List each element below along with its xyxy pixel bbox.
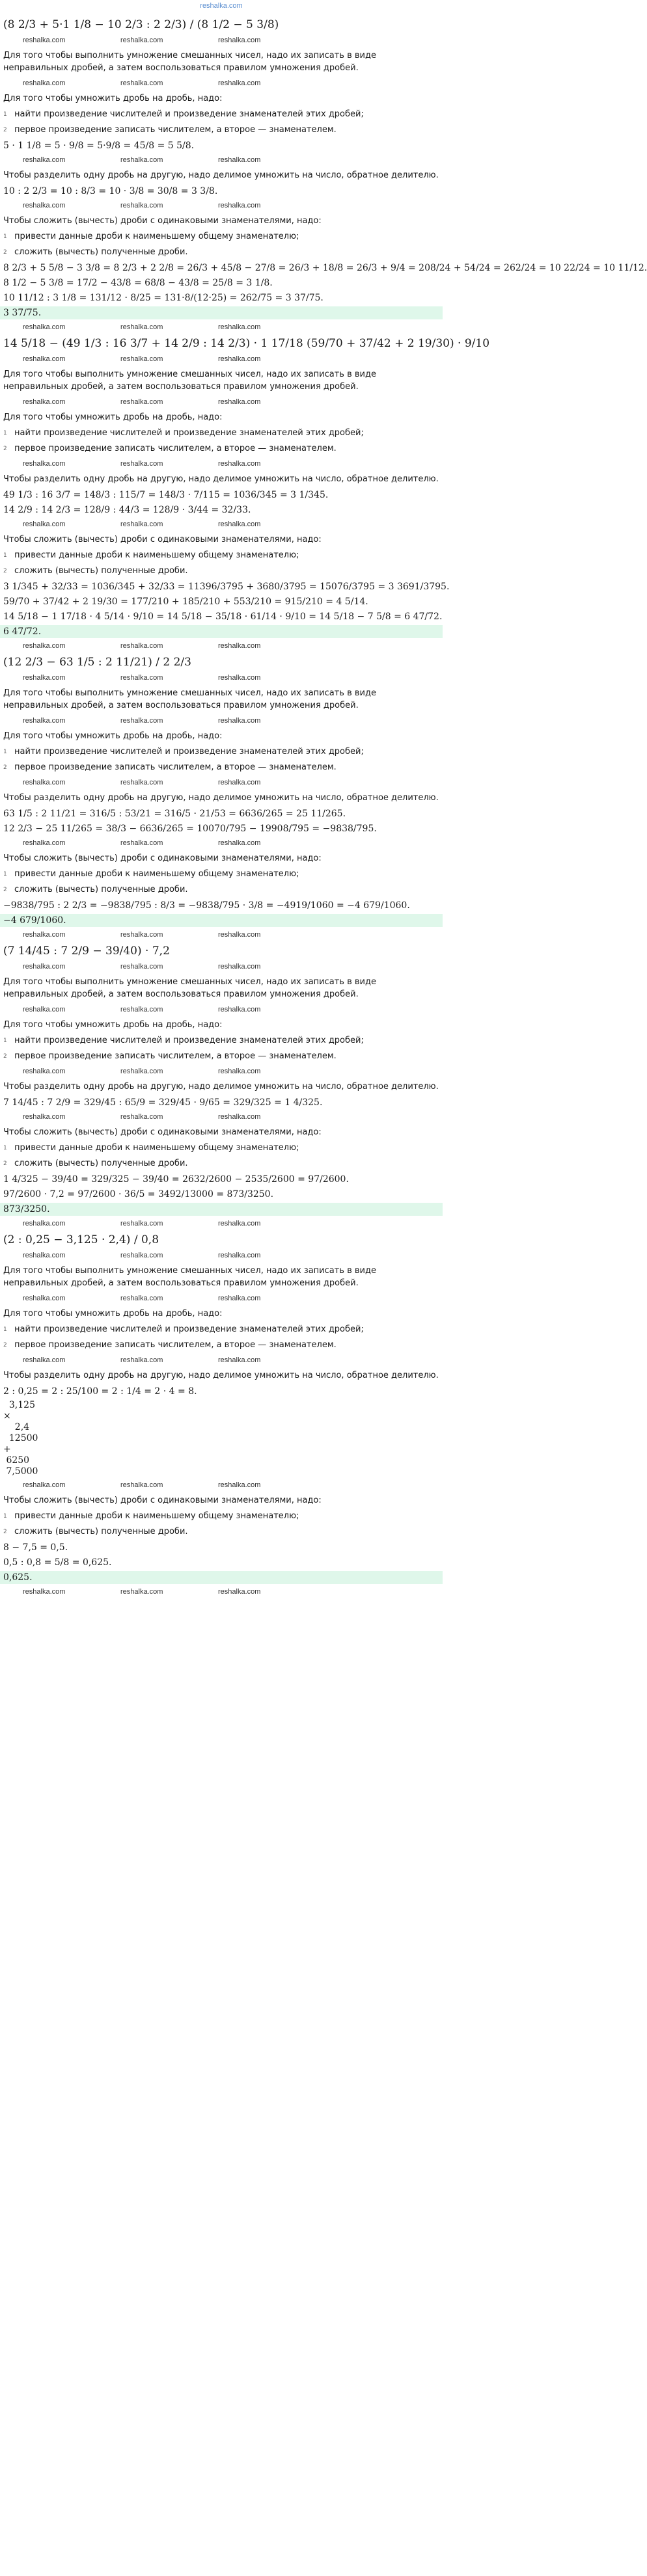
rule-list: [3, 108, 439, 137]
rule-list-item: [3, 549, 439, 562]
rule-list-item: [3, 442, 439, 455]
rule-list-item: [3, 246, 439, 259]
rule-list: [3, 1142, 439, 1170]
watermark: reshalka.com: [218, 642, 261, 650]
answer: −4 679/1060.: [0, 914, 443, 927]
rule-list-text: сложить (вычесть) полученные дроби.: [14, 885, 188, 894]
math-step: 8 2/3 + 5 5/8 − 3 3/8 = 8 2/3 + 2 2/8 = 26/3 + 45/8 − 27/8 = 26/3 + 18/8 = 26/3 + 9/4 = 208/24 + 54/24 = 262/24 = 10 22/24 = 10 11/12.: [3, 263, 647, 273]
watermark: reshalka.com: [218, 779, 261, 786]
answer: 873/3250.: [0, 1203, 443, 1216]
answer: 3 37/75.: [0, 306, 443, 319]
watermark-row: [3, 321, 439, 333]
rule-list-number: 1: [3, 1038, 7, 1044]
rule-list-item: [3, 868, 439, 881]
rule-list-text: найти произведение числителей и произведение знаменателей этих дробей;: [14, 747, 364, 757]
watermark: reshalka.com: [23, 79, 66, 87]
watermark: reshalka.com: [218, 202, 261, 209]
solution-block: [3, 336, 490, 652]
watermark: reshalka.com: [218, 355, 261, 363]
watermark: reshalka.com: [218, 398, 261, 406]
rule-list-item: [3, 1525, 439, 1538]
column-line: 3,125: [3, 1400, 35, 1410]
rule-list-item: [3, 565, 439, 578]
watermark: reshalka.com: [23, 1006, 66, 1013]
site-header[interactable]: reshalka.com: [200, 2, 243, 10]
watermark: reshalka.com: [120, 398, 163, 406]
rule-list-item: [3, 883, 439, 896]
watermark: reshalka.com: [23, 1481, 66, 1489]
rule-list-item: [3, 230, 439, 243]
watermark-row: [3, 1586, 439, 1598]
rule-list-item: [3, 1050, 439, 1063]
rule-title: Для того чтобы умножить дробь на дробь, надо:: [3, 412, 223, 422]
watermark: reshalka.com: [218, 1588, 261, 1596]
watermark: reshalka.com: [120, 1067, 163, 1075]
watermark: reshalka.com: [218, 323, 261, 331]
watermark: reshalka.com: [23, 839, 66, 847]
rule-list-number: 2: [3, 568, 7, 574]
rule-list-item: [3, 108, 439, 121]
watermark-row: [3, 715, 439, 727]
watermark: reshalka.com: [218, 674, 261, 682]
math-step: 12 2/3 − 25 11/265 = 38/3 − 6636/265 = 10070/795 − 19908/795 = −9838/795.: [3, 824, 377, 834]
rule-list-text: найти произведение числителей и произведение знаменателей этих дробей;: [14, 1324, 364, 1334]
watermark: reshalka.com: [218, 520, 261, 528]
task-expression: (7 14/45 : 7 2/9 − 39/40) · 7,2: [3, 945, 170, 958]
watermark-row: [3, 1111, 439, 1123]
watermark: reshalka.com: [218, 839, 261, 847]
rule-list-number: 2: [3, 1529, 7, 1535]
rule-list-number: 1: [3, 552, 7, 559]
watermark: reshalka.com: [23, 1067, 66, 1075]
rule-list-text: сложить (вычесть) полученные дроби.: [14, 1527, 188, 1536]
watermark: reshalka.com: [218, 1113, 261, 1121]
watermark: reshalka.com: [218, 1220, 261, 1228]
watermark: reshalka.com: [120, 1220, 163, 1228]
watermark: reshalka.com: [23, 460, 66, 468]
watermark: reshalka.com: [23, 323, 66, 331]
rule-title: Для того чтобы умножить дробь на дробь, надо:: [3, 94, 223, 103]
rule-list-number: 2: [3, 1342, 7, 1348]
rule-list-number: 1: [3, 1513, 7, 1520]
rule-list-text: привести данные дроби к наименьшему общему знаменателю;: [14, 1511, 299, 1521]
math-step: 8 1/2 − 5 3/8 = 17/2 − 43/8 = 68/8 − 43/8 = 25/8 = 3 1/8.: [3, 278, 273, 288]
math-step: 2 : 0,25 = 2 : 25/100 = 2 : 1/4 = 2 · 4 = 8.: [3, 1386, 197, 1397]
watermark-row: [3, 837, 439, 849]
watermark-row: [3, 929, 439, 941]
rule-list-item: [3, 1510, 439, 1523]
watermark: reshalka.com: [120, 779, 163, 786]
watermark-row: [3, 458, 439, 470]
watermark: reshalka.com: [23, 1356, 66, 1364]
rule-list: [3, 868, 439, 896]
watermark-row: [3, 1479, 439, 1491]
rule-list-item: [3, 1339, 439, 1352]
watermark: reshalka.com: [120, 1252, 163, 1259]
watermark-row: [3, 961, 439, 973]
math-step: 7 14/45 : 7 2/9 = 329/45 : 65/9 = 329/45 · 9/65 = 329/325 = 1 4/325.: [3, 1097, 323, 1108]
rule-text: Чтобы разделить одну дробь на другую, надо делимое умножить на число, обратное делителю.: [3, 793, 439, 803]
watermark: reshalka.com: [120, 36, 163, 44]
answer: 0,625.: [0, 1571, 443, 1584]
rule-title: Для того чтобы умножить дробь на дробь, надо:: [3, 731, 223, 741]
rule-list-item: [3, 1157, 439, 1170]
watermark-row: [3, 1250, 439, 1261]
watermark-row: [3, 396, 439, 408]
math-step: 59/70 + 37/42 + 2 19/30 = 177/210 + 185/210 + 553/210 = 915/210 = 4 5/14.: [3, 597, 368, 607]
watermark: reshalka.com: [120, 1481, 163, 1489]
rule-list-item: [3, 1034, 439, 1047]
math-step: 14 2/9 : 14 2/3 = 128/9 : 44/3 = 128/9 · 3/44 = 32/33.: [3, 505, 251, 515]
rule-list-text: привести данные дроби к наименьшему общему знаменателю;: [14, 232, 299, 241]
rule-list-text: сложить (вычесть) полученные дроби.: [14, 247, 188, 257]
watermark: reshalka.com: [23, 779, 66, 786]
rule-title: Чтобы сложить (вычесть) дроби с одинаковыми знаменателями, надо:: [3, 853, 322, 863]
rule-list-text: найти произведение числителей и произведение знаменателей этих дробей;: [14, 1036, 364, 1045]
rule-list-item: [3, 761, 439, 774]
math-step: 0,5 : 0,8 = 5/8 = 0,625.: [3, 1557, 112, 1568]
rule-title: Чтобы сложить (вычесть) дроби с одинаковыми знаменателями, надо:: [3, 1496, 322, 1505]
watermark-row: [3, 1066, 439, 1077]
answer: 6 47/72.: [0, 625, 443, 638]
watermark: reshalka.com: [218, 963, 261, 971]
solution-block: [3, 943, 439, 1229]
watermark: reshalka.com: [120, 1113, 163, 1121]
rule-text: Чтобы разделить одну дробь на другую, надо делимое умножить на число, обратное делителю.: [3, 1082, 439, 1092]
watermark: reshalka.com: [218, 717, 261, 725]
rule-title: Для того чтобы умножить дробь на дробь, надо:: [3, 1309, 223, 1319]
watermark: reshalka.com: [120, 717, 163, 725]
watermark: reshalka.com: [120, 323, 163, 331]
watermark-row: [3, 154, 439, 166]
rule-list-number: 2: [3, 1053, 7, 1060]
rule-list-number: 1: [3, 871, 7, 878]
watermark: reshalka.com: [120, 642, 163, 650]
math-step: 97/2600 · 7,2 = 97/2600 · 36/5 = 3492/13000 = 873/3250.: [3, 1189, 274, 1200]
rule-list-number: 1: [3, 111, 7, 118]
column-line: 6250: [3, 1455, 30, 1466]
rule-text: Чтобы разделить одну дробь на другую, надо делимое умножить на число, обратное делителю.: [3, 1371, 439, 1380]
task-expression: (12 2/3 − 63 1/5 : 2 11/21) / 2 2/3: [3, 656, 191, 669]
watermark: reshalka.com: [120, 460, 163, 468]
watermark-row: [3, 777, 439, 788]
rule-list: [3, 745, 439, 774]
watermark-row: [3, 1293, 439, 1304]
watermark: reshalka.com: [120, 839, 163, 847]
intro-text: Для того чтобы выполнить умножение смешанных чисел, надо их записать в виде неправильных дробей, а затем воспользоваться правилом умножения дробей.: [3, 51, 376, 73]
rule-title: Чтобы сложить (вычесть) дроби с одинаковыми знаменателями, надо:: [3, 1127, 322, 1137]
watermark: reshalka.com: [120, 355, 163, 363]
watermark: reshalka.com: [120, 1356, 163, 1364]
watermark-row: [3, 672, 439, 684]
rule-list-text: привести данные дроби к наименьшему общему знаменателю;: [14, 550, 299, 560]
rule-list-number: 1: [3, 1326, 7, 1333]
watermark: reshalka.com: [23, 1113, 66, 1121]
column-line: 7,5000: [3, 1466, 38, 1477]
watermark: reshalka.com: [218, 1252, 261, 1259]
watermark-row: [3, 640, 439, 652]
rule-list-number: 1: [3, 234, 7, 240]
watermark: reshalka.com: [218, 931, 261, 939]
watermark: reshalka.com: [218, 460, 261, 468]
watermark: reshalka.com: [23, 717, 66, 725]
column-multiplication: [3, 1400, 439, 1477]
rule-list-text: привести данные дроби к наименьшему общему знаменателю;: [14, 1143, 299, 1153]
rule-list-number: 1: [3, 430, 7, 436]
column-line: 2,4: [3, 1422, 30, 1432]
rule-list-item: [3, 1323, 439, 1336]
watermark: reshalka.com: [120, 1006, 163, 1013]
solution-content: [0, 17, 647, 1598]
watermark: reshalka.com: [120, 520, 163, 528]
rule-list-number: 2: [3, 764, 7, 771]
column-line: +: [3, 1444, 11, 1455]
watermark: reshalka.com: [23, 1295, 66, 1302]
rule-list-text: первое произведение записать числителем, а второе — знаменателем.: [14, 1051, 337, 1061]
math-step: 8 − 7,5 = 0,5.: [3, 1542, 68, 1553]
watermark: reshalka.com: [120, 202, 163, 209]
math-step: 10 : 2 2/3 = 10 : 8/3 = 10 · 3/8 = 30/8 = 3 3/8.: [3, 186, 218, 196]
watermark: reshalka.com: [23, 963, 66, 971]
math-step: −9838/795 : 2 2/3 = −9838/795 : 8/3 = −9838/795 · 3/8 = −4919/1060 = −4 679/1060.: [3, 900, 410, 911]
intro-text: Для того чтобы выполнить умножение смешанных чисел, надо их записать в виде неправильных дробей, а затем воспользоваться правилом умножения дробей.: [3, 1266, 376, 1288]
task-expression: (8 2/3 + 5·1 1/8 − 10 2/3 : 2 2/3) / (8 1/2 − 5 3/8): [3, 18, 279, 31]
watermark: reshalka.com: [23, 1252, 66, 1259]
math-step: 10 11/12 : 3 1/8 = 131/12 · 8/25 = 131·8/(12·25) = 262/75 = 3 37/75.: [3, 293, 324, 303]
rule-list-text: первое произведение записать числителем, а второе — знаменателем.: [14, 1340, 337, 1350]
rule-text: Чтобы разделить одну дробь на другую, надо делимое умножить на число, обратное делителю.: [3, 170, 439, 180]
rule-text: Чтобы разделить одну дробь на другую, надо делимое умножить на число, обратное делителю.: [3, 474, 439, 484]
watermark: reshalka.com: [23, 1588, 66, 1596]
column-line: ×: [3, 1411, 11, 1421]
watermark: reshalka.com: [23, 398, 66, 406]
rule-list-text: сложить (вычесть) полученные дроби.: [14, 1159, 188, 1168]
rule-list-text: найти произведение числителей и произведение знаменателей этих дробей;: [14, 109, 364, 119]
rule-list-text: сложить (вычесть) полученные дроби.: [14, 566, 188, 576]
solution-block: [3, 654, 439, 941]
watermark: reshalka.com: [23, 931, 66, 939]
rule-list-item: [3, 745, 439, 758]
math-step: 1 4/325 − 39/40 = 329/325 − 39/40 = 2632/2600 − 2535/2600 = 97/2600.: [3, 1174, 349, 1185]
rule-list-text: первое произведение записать числителем, а второе — знаменателем.: [14, 444, 337, 453]
watermark: reshalka.com: [120, 79, 163, 87]
rule-list-number: 2: [3, 249, 7, 256]
watermark-row: [3, 77, 439, 89]
watermark-row: [3, 200, 439, 211]
rule-title: Для того чтобы умножить дробь на дробь, надо:: [3, 1020, 223, 1030]
rule-list-number: 2: [3, 446, 7, 452]
watermark-row: [3, 1004, 439, 1015]
watermark: reshalka.com: [120, 1295, 163, 1302]
rule-title: Чтобы сложить (вычесть) дроби с одинаковыми знаменателями, надо:: [3, 535, 322, 544]
math-step: 49 1/3 : 16 3/7 = 148/3 : 115/7 = 148/3 · 7/115 = 1036/345 = 3 1/345.: [3, 490, 329, 500]
rule-list-item: [3, 124, 439, 137]
watermark: reshalka.com: [23, 642, 66, 650]
rule-list-number: 1: [3, 749, 7, 755]
watermark: reshalka.com: [218, 1006, 261, 1013]
rule-list-number: 1: [3, 1145, 7, 1151]
math-step: 3 1/345 + 32/33 = 1036/345 + 32/33 = 11396/3795 + 3680/3795 = 15076/3795 = 3 3691/3795.: [3, 582, 450, 592]
rule-list: [3, 1510, 439, 1538]
rule-list-item: [3, 427, 439, 440]
watermark: reshalka.com: [23, 355, 66, 363]
watermark: reshalka.com: [23, 202, 66, 209]
watermark: reshalka.com: [218, 1356, 261, 1364]
math-step: 5 · 1 1/8 = 5 · 9/8 = 5·9/8 = 45/8 = 5 5/8.: [3, 141, 195, 151]
rule-list: [3, 549, 439, 578]
rule-list-text: найти произведение числителей и произведение знаменателей этих дробей;: [14, 428, 364, 438]
solution-block: [3, 17, 647, 333]
rule-list-number: 2: [3, 887, 7, 893]
column-line: 12500: [3, 1433, 38, 1443]
watermark: reshalka.com: [23, 674, 66, 682]
watermark: reshalka.com: [218, 36, 261, 44]
watermark-row: [3, 518, 439, 530]
rule-list-text: привести данные дроби к наименьшему общему знаменателю;: [14, 869, 299, 879]
rule-list: [3, 1034, 439, 1063]
task-expression: (2 : 0,25 − 3,125 · 2,4) / 0,8: [3, 1233, 159, 1246]
intro-text: Для того чтобы выполнить умножение смешанных чисел, надо их записать в виде неправильных дробей, а затем воспользоваться правилом умножения дробей.: [3, 977, 376, 999]
watermark: reshalka.com: [218, 1295, 261, 1302]
rule-list-number: 2: [3, 127, 7, 133]
watermark: reshalka.com: [23, 36, 66, 44]
watermark-row: [3, 1354, 439, 1366]
intro-text: Для того чтобы выполнить умножение смешанных чисел, надо их записать в виде неправильных дробей, а затем воспользоваться правилом умножения дробей.: [3, 688, 376, 710]
rule-list: [3, 230, 439, 259]
watermark: reshalka.com: [120, 963, 163, 971]
watermark: reshalka.com: [120, 674, 163, 682]
task-expression: 14 5/18 − (49 1/3 : 16 3/7 + 14 2/9 : 14 2/3) · 1 17/18 (59/70 + 37/42 + 2 19/30) · 9/10: [3, 337, 490, 350]
watermark-row: [3, 34, 439, 46]
watermark: reshalka.com: [23, 156, 66, 164]
intro-text: Для того чтобы выполнить умножение смешанных чисел, надо их записать в виде неправильных дробей, а затем воспользоваться правилом умножения дробей.: [3, 369, 376, 392]
rule-list-text: первое произведение записать числителем, а второе — знаменателем.: [14, 762, 337, 772]
watermark-row: [3, 1218, 439, 1229]
rule-list-number: 2: [3, 1161, 7, 1167]
watermark: reshalka.com: [23, 520, 66, 528]
watermark: reshalka.com: [120, 931, 163, 939]
rule-list: [3, 1323, 439, 1352]
watermark: reshalka.com: [218, 79, 261, 87]
math-step: 63 1/5 : 2 11/21 = 316/5 : 53/21 = 316/5 · 21/53 = 6636/265 = 25 11/265.: [3, 809, 346, 819]
solution-block: [3, 1232, 439, 1598]
rule-list-item: [3, 1142, 439, 1155]
math-step: 14 5/18 − 1 17/18 · 4 5/14 · 9/10 = 14 5/18 − 35/18 · 61/14 · 9/10 = 14 5/18 − 7 5/8 = 6 47/72.: [3, 611, 443, 622]
watermark: reshalka.com: [23, 1220, 66, 1228]
watermark: reshalka.com: [218, 1481, 261, 1489]
rule-list: [3, 427, 439, 455]
watermark: reshalka.com: [120, 1588, 163, 1596]
rule-title: Чтобы сложить (вычесть) дроби с одинаковыми знаменателями, надо:: [3, 216, 322, 226]
rule-list-text: первое произведение записать числителем, а второе — знаменателем.: [14, 125, 337, 135]
watermark: reshalka.com: [218, 156, 261, 164]
watermark: reshalka.com: [120, 156, 163, 164]
watermark-row: [3, 353, 439, 365]
watermark: reshalka.com: [218, 1067, 261, 1075]
